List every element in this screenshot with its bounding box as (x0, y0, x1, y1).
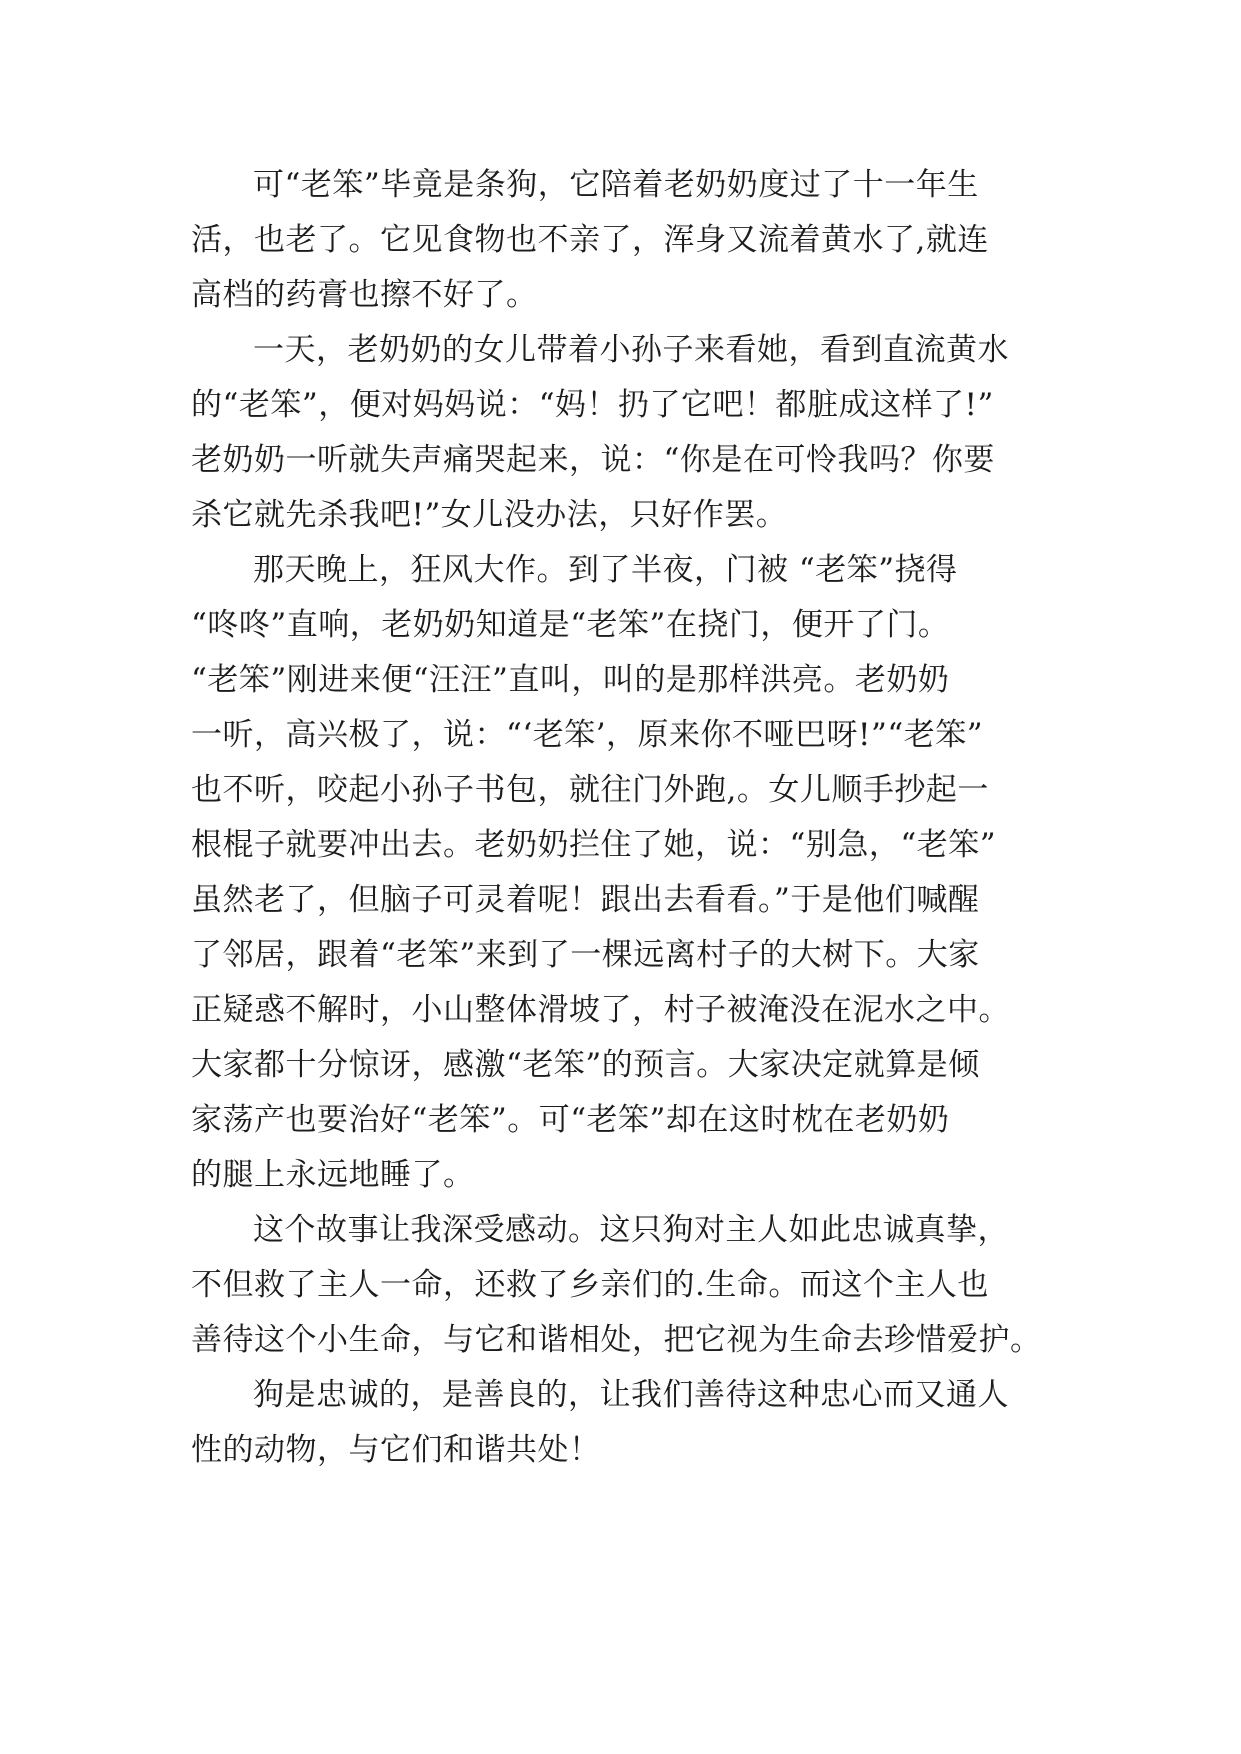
paragraph-1 (191, 158, 1051, 323)
text-line: 也不听，咬起小孙子书包，就往门外跑,。女儿顺手抄起一 (191, 772, 989, 808)
text-line: 的腿上永远地睡了。 (191, 1157, 475, 1193)
text-line: 一听，高兴极了，说：“‘老笨’，原来你不哑巴呀!”“老笨” (191, 717, 984, 753)
paragraph-2 (191, 323, 1051, 543)
text-line: 一天，老奶奶的女儿带着小孙子来看她，看到直流黄水 (253, 332, 1009, 368)
text-line: 善待这个小生命，与它和谐相处，把它视为生命去珍惜爱护。 (191, 1322, 1042, 1358)
paragraph-3 (191, 543, 1051, 1203)
text-line: 活，也老了。它见食物也不亲了，浑身又流着黄水了,就连 (191, 222, 989, 258)
paragraph-4 (191, 1203, 1051, 1368)
text-line: 老奶奶一听就失声痛哭起来，说：“你是在可怜我吗？你要 (191, 442, 995, 478)
document-body (191, 158, 1051, 1478)
text-line: 那天晚上，狂风大作。到了半夜，门被 “老笨”挠得 (253, 552, 958, 588)
text-line: 杀它就先杀我吧!”女儿没办法，只好作罢。 (191, 497, 788, 533)
text-line: 性的动物，与它们和谐共处！ (191, 1432, 601, 1468)
text-line: 高档的药膏也擦不好了。 (191, 277, 538, 313)
text-line: 这个故事让我深受感动。这只狗对主人如此忠诚真挚， (253, 1212, 1009, 1248)
text-line: 正疑惑不解时，小山整体滑坡了，村子被淹没在泥水之中。 (191, 992, 1010, 1028)
text-line: 不但救了主人一命，还救了乡亲们的.生命。而这个主人也 (191, 1267, 989, 1303)
text-line: 虽然老了，但脑子可灵着呢！跟出去看看。”于是他们喊醒 (191, 882, 980, 918)
text-line: 狗是忠诚的，是善良的，让我们善待这种忠心而又通人 (253, 1377, 1009, 1413)
paragraph-5 (191, 1368, 1051, 1478)
text-line: “咚咚”直响，老奶奶知道是“老笨”在挠门，便开了门。 (191, 607, 950, 643)
text-line: 大家都十分惊讶，感激“老笨”的预言。大家决定就算是倾 (191, 1047, 980, 1083)
text-line: 根棍子就要冲出去。老奶奶拦住了她，说：“别急，“老笨” (191, 827, 997, 863)
text-line: 的“老笨”，便对妈妈说：“妈！扔了它吧！都脏成这样了!” (191, 387, 994, 423)
text-line: 家荡产也要治好“老笨”。可“老笨”却在这时枕在老奶奶 (191, 1102, 950, 1138)
text-line: 了邻居，跟着“老笨”来到了一棵远离村子的大树下。大家 (191, 937, 980, 973)
text-line: 可“老笨”毕竟是条狗，它陪着老奶奶度过了十一年生 (253, 167, 979, 203)
text-line: “老笨”刚进来便“汪汪”直叫，叫的是那样洪亮。老奶奶 (191, 662, 950, 698)
